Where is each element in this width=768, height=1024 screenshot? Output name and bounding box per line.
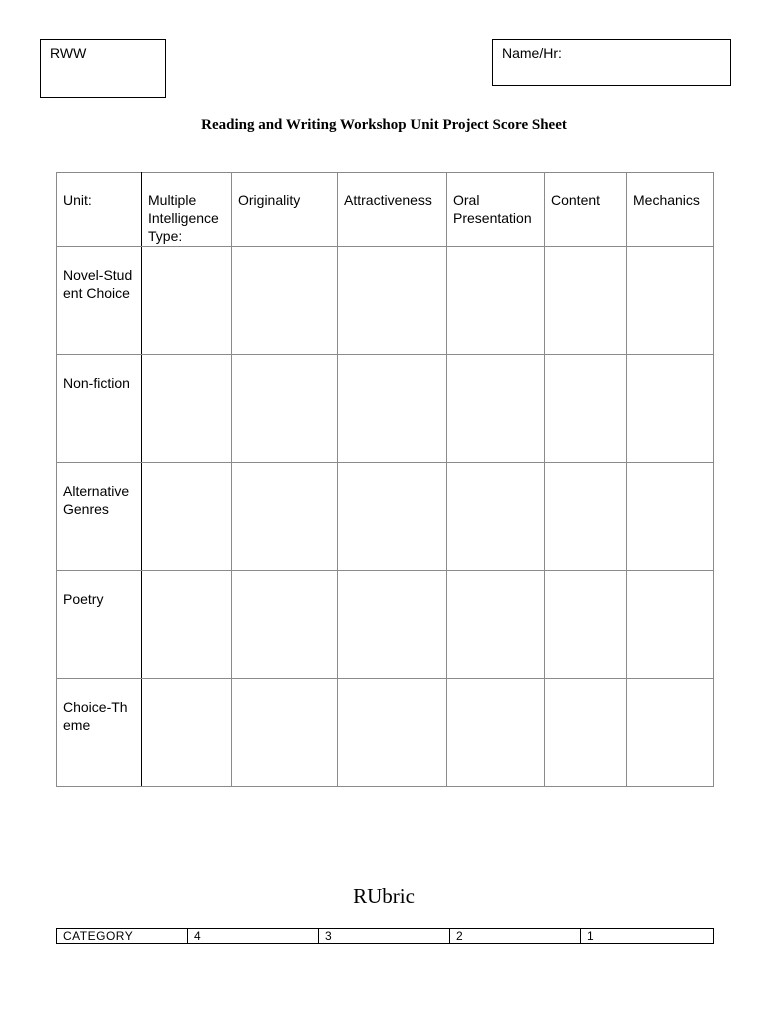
table-row xyxy=(57,571,714,679)
score-cell[interactable] xyxy=(232,355,338,463)
rubric-header-3: 3 xyxy=(319,929,450,944)
score-cell[interactable] xyxy=(545,247,627,355)
score-cell[interactable] xyxy=(627,571,714,679)
unit-label: Novel-Student Choice xyxy=(57,247,142,355)
score-cell[interactable] xyxy=(447,679,545,787)
score-cell[interactable] xyxy=(447,463,545,571)
unit-label: Poetry xyxy=(57,571,142,679)
column-header-content: Content xyxy=(545,173,627,247)
score-cell[interactable] xyxy=(447,571,545,679)
score-cell[interactable] xyxy=(545,571,627,679)
score-cell[interactable] xyxy=(338,463,447,571)
unit-label: Alternative Genres xyxy=(57,463,142,571)
table-row xyxy=(57,355,714,463)
score-cell[interactable] xyxy=(338,679,447,787)
rubric-header-2: 2 xyxy=(450,929,581,944)
score-sheet-table xyxy=(56,172,714,787)
score-cell[interactable] xyxy=(232,571,338,679)
table-row xyxy=(57,679,714,787)
name-hour-label: Name/Hr: xyxy=(502,45,562,61)
rubric-table xyxy=(56,928,714,944)
score-table-header-row xyxy=(57,173,714,247)
rubric-header-4: 4 xyxy=(188,929,319,944)
score-cell[interactable] xyxy=(142,247,232,355)
column-header-multiple-intelligence: Multiple Intelligence Type: xyxy=(142,173,232,247)
rubric-title: RUbric xyxy=(353,884,415,908)
unit-label: Non-fiction xyxy=(57,355,142,463)
score-cell[interactable] xyxy=(338,247,447,355)
score-cell[interactable] xyxy=(338,355,447,463)
column-header-mechanics: Mechanics xyxy=(627,173,714,247)
score-cell[interactable] xyxy=(142,355,232,463)
column-header-originality: Originality xyxy=(232,173,338,247)
score-cell[interactable] xyxy=(142,571,232,679)
table-row xyxy=(57,247,714,355)
page-title: Reading and Writing Workshop Unit Project Score Sheet xyxy=(201,117,567,133)
unit-label: Choice-Theme xyxy=(57,679,142,787)
score-cell[interactable] xyxy=(545,679,627,787)
rubric-header-row xyxy=(57,929,714,944)
column-header-unit: Unit: xyxy=(57,173,142,247)
score-cell[interactable] xyxy=(545,355,627,463)
score-cell[interactable] xyxy=(627,247,714,355)
class-label-box xyxy=(40,39,166,98)
score-cell[interactable] xyxy=(447,355,545,463)
rubric-header-category: CATEGORY xyxy=(57,929,188,944)
score-cell[interactable] xyxy=(627,463,714,571)
score-cell[interactable] xyxy=(338,571,447,679)
column-header-oral-presentation: Oral Presentation xyxy=(447,173,545,247)
score-cell[interactable] xyxy=(232,679,338,787)
score-cell[interactable] xyxy=(142,463,232,571)
score-cell[interactable] xyxy=(447,247,545,355)
rubric-header-1: 1 xyxy=(581,929,714,944)
score-cell[interactable] xyxy=(232,463,338,571)
score-cell[interactable] xyxy=(627,355,714,463)
class-label: RWW xyxy=(50,45,87,61)
score-cell[interactable] xyxy=(142,679,232,787)
score-cell[interactable] xyxy=(545,463,627,571)
column-header-attractiveness: Attractiveness xyxy=(338,173,447,247)
score-cell[interactable] xyxy=(627,679,714,787)
table-row xyxy=(57,463,714,571)
score-cell[interactable] xyxy=(232,247,338,355)
name-hour-box[interactable] xyxy=(492,39,731,86)
